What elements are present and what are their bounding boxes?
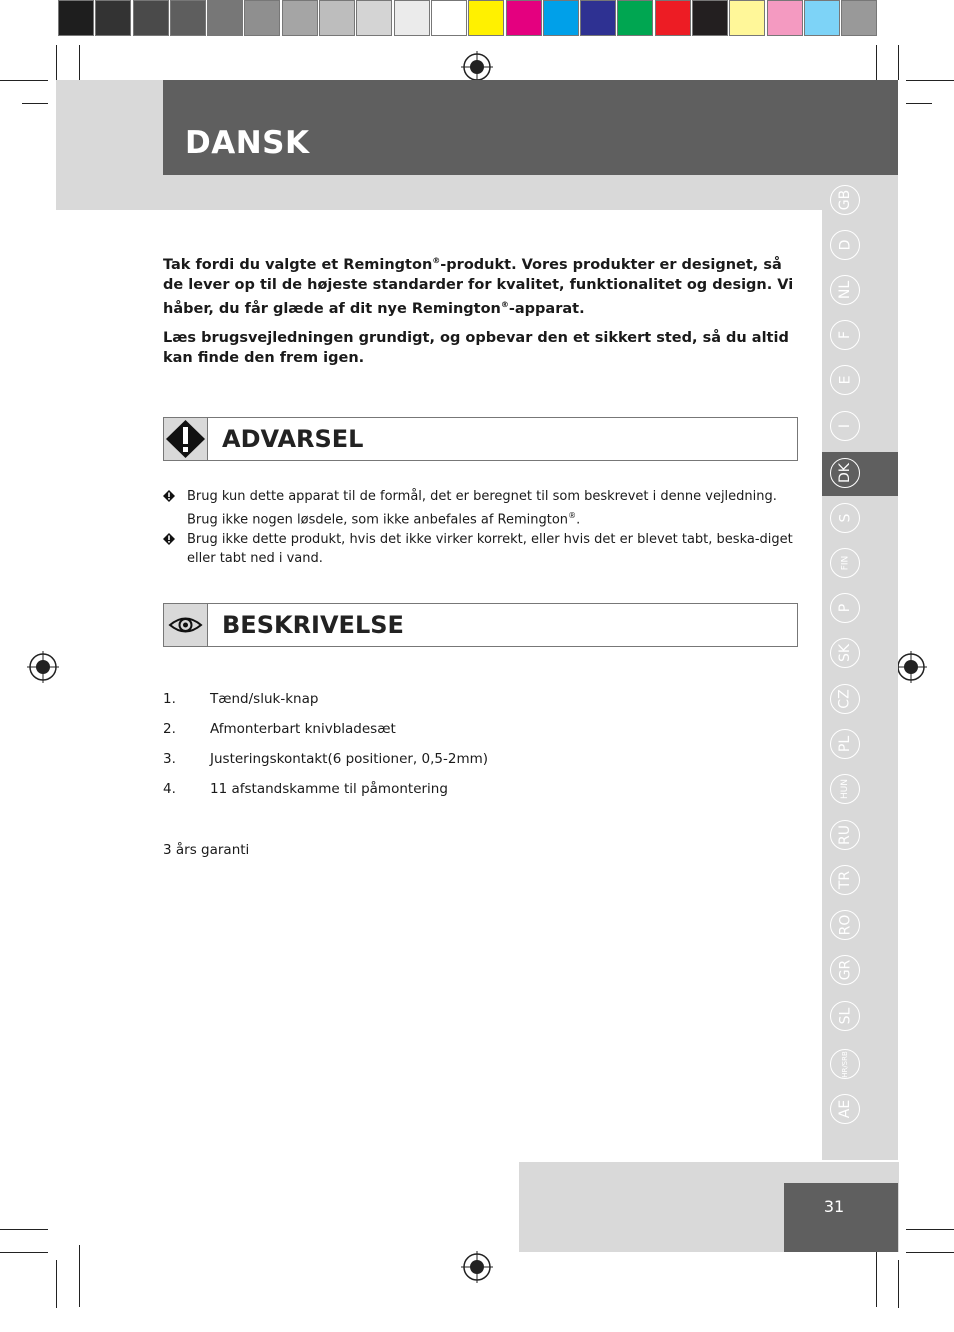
language-tab-dk[interactable] (830, 458, 860, 488)
crop-mark (56, 45, 57, 80)
description-section-header (163, 603, 798, 647)
description-item: 3. Justeringskontakt(6 positioner, 0,5-2mm) (163, 751, 489, 767)
language-tab-hr-srb[interactable] (830, 1049, 860, 1079)
exclamation-icon (164, 418, 207, 460)
language-code: SL (837, 1007, 853, 1025)
language-code: P (836, 603, 853, 613)
intro-paragraph: Tak fordi du valgte et Remington®-produkt. Vores produkter er designet, så de lever op til de højeste standarder for kvalitet, funktionalitet og design. Vi håber, du får glæde af dit nye Remington®-apparat. (163, 256, 794, 317)
crop-mark (906, 1229, 954, 1230)
language-code: FIN (839, 555, 850, 571)
color-swatch (244, 0, 280, 36)
language-tab-s[interactable] (830, 503, 860, 533)
language-tab-sl[interactable] (830, 1001, 860, 1031)
crop-mark (79, 1245, 80, 1307)
warning-bullet-icon (163, 490, 175, 502)
color-swatch (394, 0, 430, 36)
language-code: RO (837, 914, 853, 936)
page-number: 31 (823, 1197, 845, 1216)
language-code: S (836, 513, 853, 523)
crop-mark (906, 103, 932, 104)
color-swatch (841, 0, 877, 36)
color-swatch (506, 0, 542, 36)
language-code: RU (836, 825, 853, 845)
description-item: 2. Afmonterbart knivbladesæt (163, 721, 396, 737)
color-swatch (617, 0, 653, 36)
color-swatch (170, 0, 206, 36)
color-swatch (282, 0, 318, 36)
color-swatch (580, 0, 616, 36)
registration-mark-icon (27, 651, 59, 683)
crop-mark (906, 1252, 954, 1253)
color-swatch (133, 0, 169, 36)
language-code: TR (837, 870, 853, 890)
crop-mark (0, 1229, 48, 1230)
language-code: F (837, 330, 853, 340)
eye-icon (164, 604, 207, 646)
language-tab-ru[interactable] (830, 820, 860, 850)
description-section-title: BESKRIVELSE (222, 611, 404, 639)
language-tab-ro[interactable] (830, 910, 860, 940)
warning-section-title: ADVARSEL (222, 425, 364, 453)
instructions-paragraph: Læs brugsvejledningen grundigt, og opbevar den et sikkert sted, så du altid kan finde den frem igen. (163, 330, 789, 366)
language-tab-f[interactable] (830, 320, 860, 350)
crop-mark (56, 1260, 57, 1308)
crop-mark (906, 80, 954, 81)
crop-mark (876, 1245, 877, 1307)
language-tab-pl[interactable] (830, 729, 860, 759)
language-code: GB (836, 189, 853, 211)
language-tab-tr[interactable] (830, 865, 860, 895)
language-tab-p[interactable] (830, 593, 860, 623)
language-tab-i[interactable] (830, 411, 860, 441)
registration-mark-icon (461, 1251, 493, 1283)
language-code: HUN (840, 778, 850, 800)
language-code: PL (837, 735, 853, 753)
color-swatch (95, 0, 131, 36)
crop-mark (0, 80, 48, 81)
language-code: DK (837, 463, 853, 483)
language-tab-gr[interactable] (830, 955, 860, 985)
language-tab-d[interactable] (830, 230, 860, 260)
crop-mark (0, 1252, 48, 1253)
page-number-box (784, 1183, 898, 1252)
language-tab-hun[interactable] (830, 774, 860, 804)
color-swatch (655, 0, 691, 36)
crop-mark (898, 45, 899, 80)
color-swatch (543, 0, 579, 36)
language-tab-gb[interactable] (830, 185, 860, 215)
language-code: I (836, 423, 853, 429)
warning-bullet-icon (163, 533, 175, 545)
registration-mark-icon (895, 651, 927, 683)
warning-item: Brug ikke dette produkt, hvis det ikke virker korrekt, eller hvis det er blevet tabt, beska-diget eller tabt ned i vand. (163, 530, 803, 568)
warning-icon-box (164, 418, 208, 460)
language-code: HR/SRB (840, 1050, 849, 1078)
crop-mark (22, 103, 48, 104)
color-swatch (431, 0, 467, 36)
color-swatch (692, 0, 728, 36)
color-swatch (319, 0, 355, 36)
language-code: SK (836, 643, 853, 663)
warning-list (163, 487, 803, 569)
registration-mark-icon (461, 51, 493, 83)
color-swatch (804, 0, 840, 36)
language-code: NL (837, 280, 853, 300)
color-swatch (468, 0, 504, 36)
language-code: CZ (837, 689, 853, 709)
print-color-bar (58, 0, 879, 37)
color-swatch (729, 0, 765, 36)
color-swatch (767, 0, 803, 36)
description-icon-box (164, 604, 208, 646)
language-tab-ae[interactable] (830, 1094, 860, 1124)
color-swatch (356, 0, 392, 36)
color-swatch (58, 0, 94, 36)
language-code: GR (836, 959, 853, 981)
language-code: D (837, 239, 853, 251)
description-item: 4. 11 afstandskamme til påmontering (163, 781, 448, 797)
language-tab-sk[interactable] (830, 638, 860, 668)
color-swatch (207, 0, 243, 36)
warning-item: Brug kun dette apparat til de formål, det er beregnet til som beskrevet i denne vejledning. Brug ikke nogen løsdele, som ikke anbefales af Remington®. (163, 487, 803, 529)
language-tab-cz[interactable] (830, 684, 860, 714)
language-tab-fin[interactable] (830, 548, 860, 578)
warranty-text: 3 års garanti (163, 842, 250, 858)
language-tab-e[interactable] (830, 365, 860, 395)
language-code: E (836, 375, 853, 385)
language-code: AE (837, 1099, 853, 1119)
description-item: 1. Tænd/sluk-knap (163, 691, 319, 707)
language-tab-nl[interactable] (830, 275, 860, 305)
warning-section-header (163, 417, 798, 461)
crop-mark (898, 1260, 899, 1308)
page-title: DANSK (185, 125, 310, 161)
